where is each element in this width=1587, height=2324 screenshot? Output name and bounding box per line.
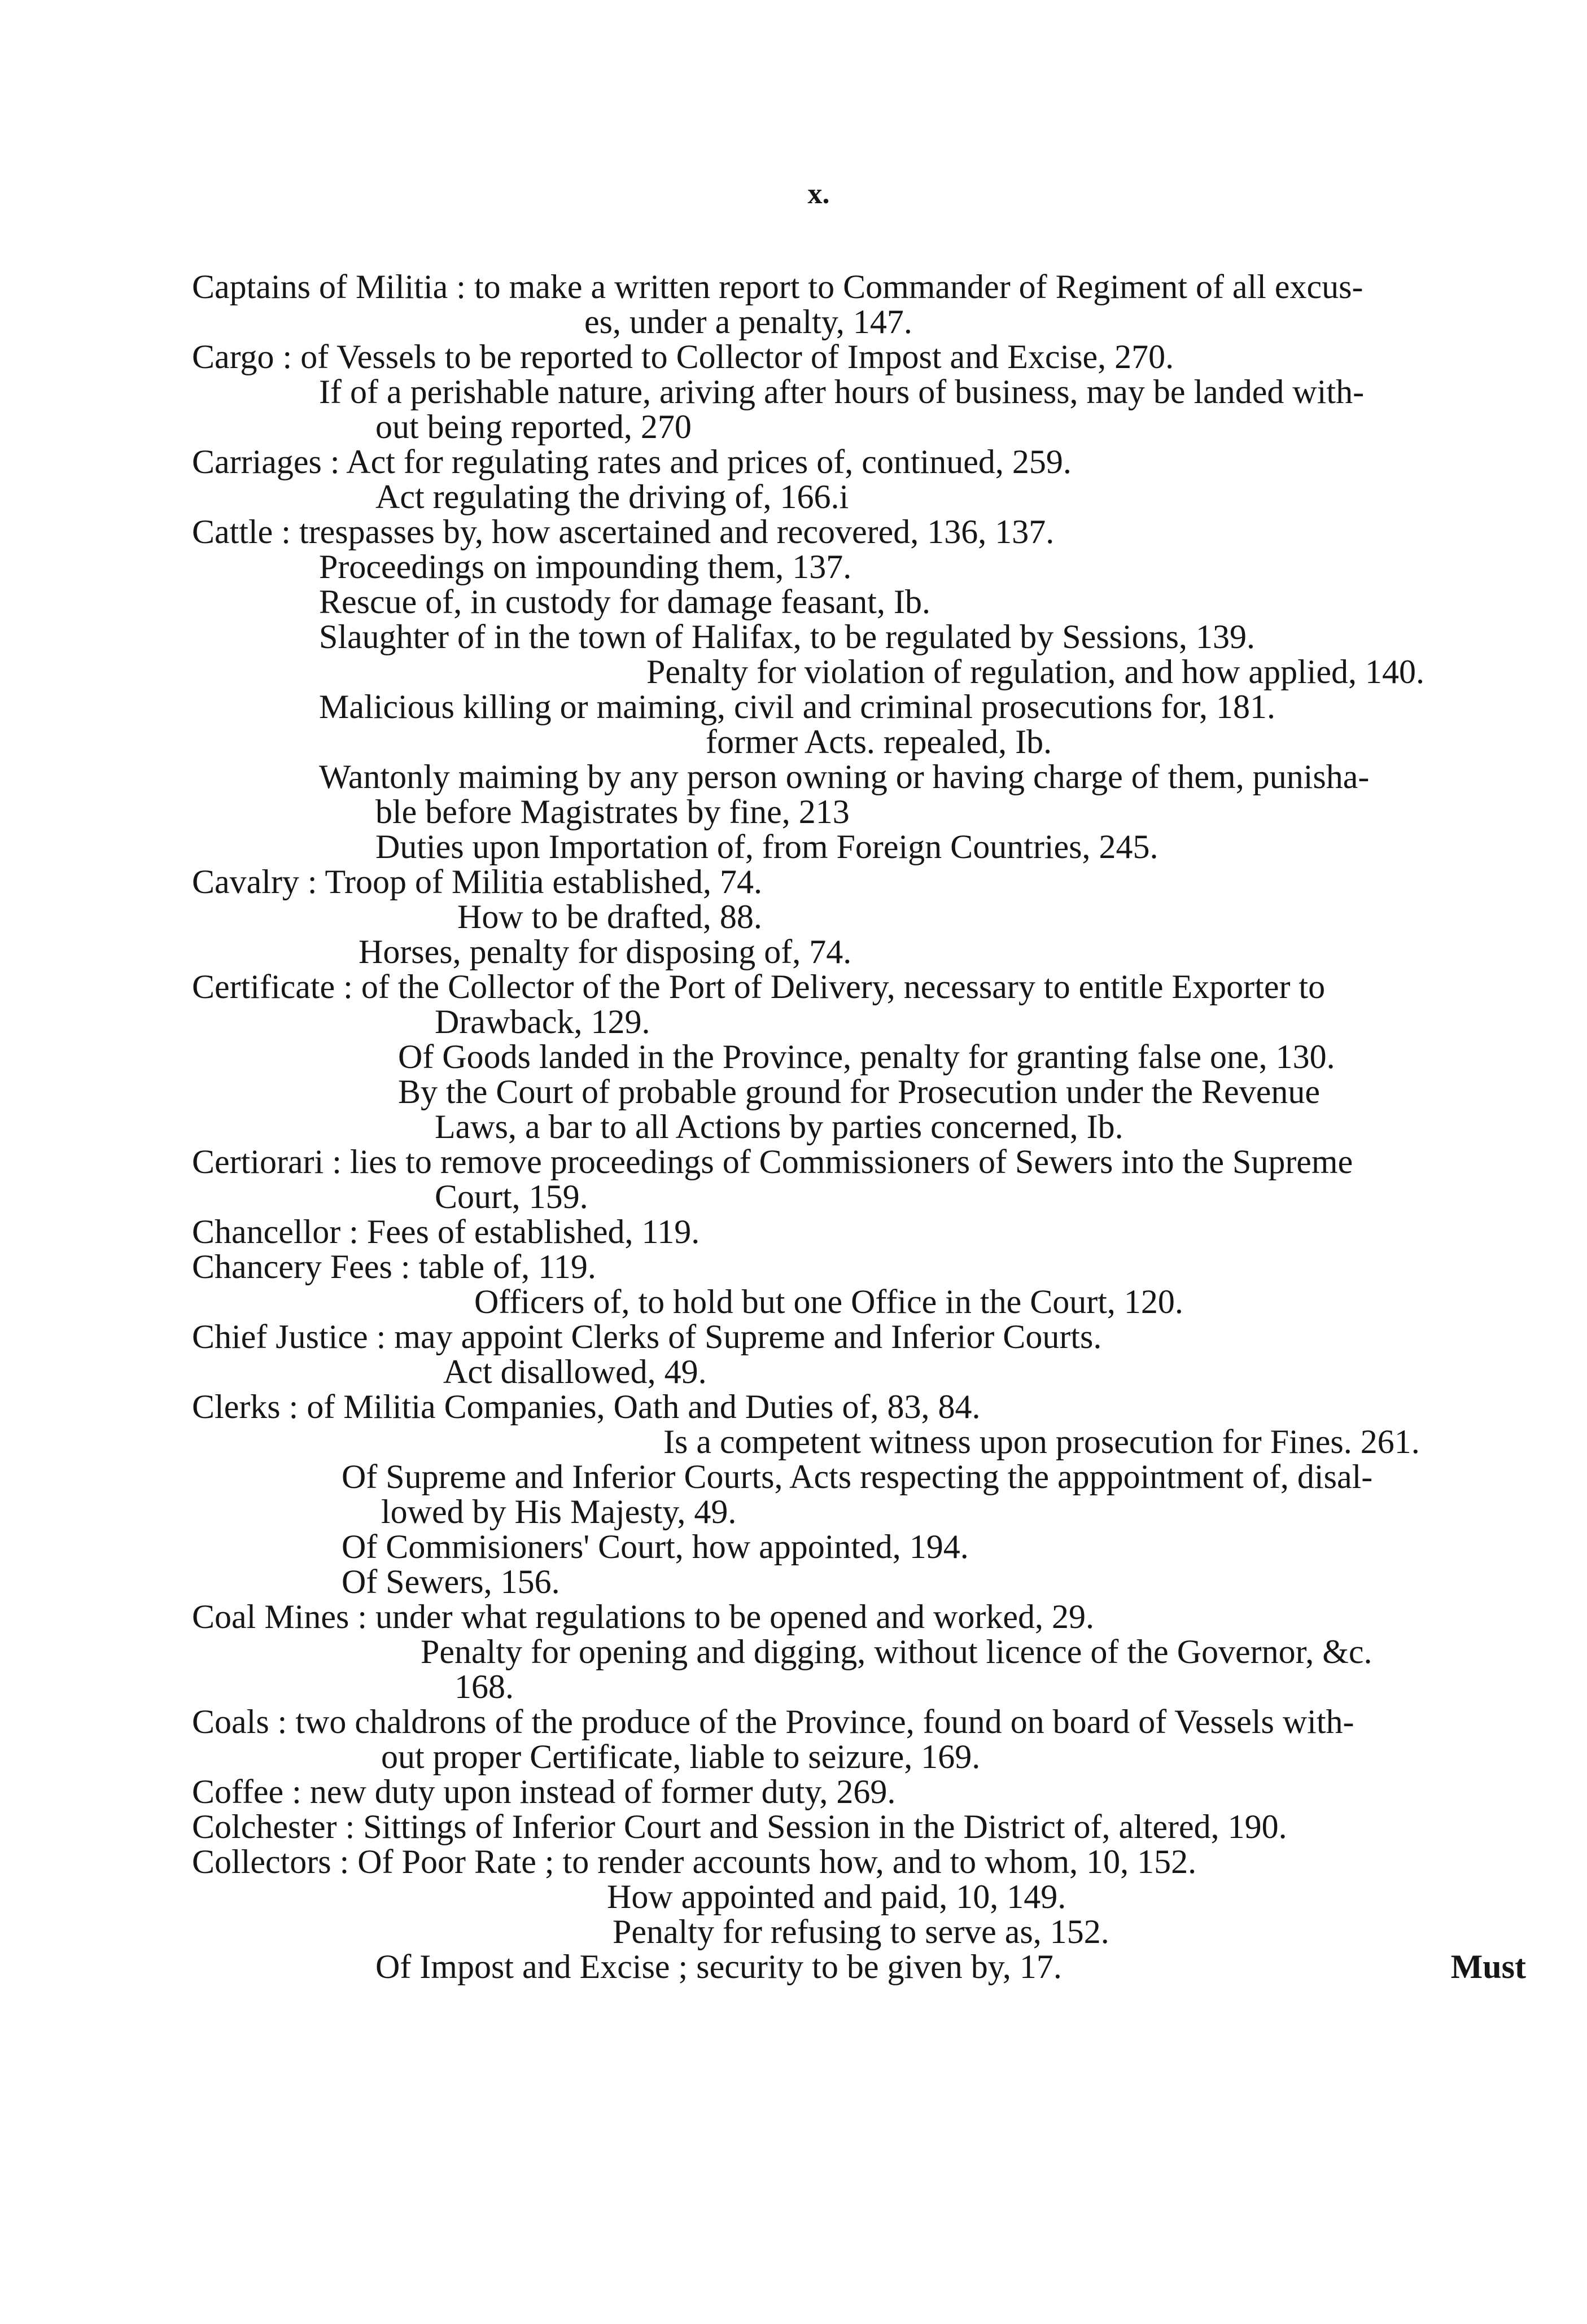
index-line: Penalty for violation of regulation, and how applied, 140. <box>646 653 1425 690</box>
index-line: Duties upon Importation of, from Foreign Countries, 245. <box>375 828 1158 865</box>
index-line: Captains of Militia : to make a written report to Commander of Regiment of all excus- <box>192 268 1363 305</box>
index-line: former Acts. repealed, Ib. <box>706 723 1052 760</box>
index-line: Rescue of, in custody for damage feasant, Ib. <box>319 583 930 620</box>
index-line: Carriages : Act for regulating rates and prices of, continued, 259. <box>192 443 1072 480</box>
index-line: Of Supreme and Inferior Courts, Acts respecting the apppointment of, disal- <box>342 1458 1373 1495</box>
index-line: Of Sewers, 156. <box>342 1563 560 1600</box>
index-line: Certiorari : lies to remove proceedings of Commissioners of Sewers into the Supreme <box>192 1143 1353 1180</box>
index-line: Laws, a bar to all Actions by parties concerned, Ib. <box>435 1108 1123 1145</box>
index-line: How appointed and paid, 10, 149. <box>607 1878 1066 1915</box>
index-line: Act regulating the driving of, 166.i <box>375 478 849 515</box>
index-line: Coal Mines : under what regulations to be opened and worked, 29. <box>192 1598 1094 1635</box>
index-line: Wantonly maiming by any person owning or having charge of them, punisha- <box>319 758 1370 795</box>
index-line: Proceedings on impounding them, 137. <box>319 548 852 585</box>
index-line: Malicious killing or maiming, civil and criminal prosecutions for, 181. <box>319 688 1275 725</box>
index-line: Cargo : of Vessels to be reported to Collector of Impost and Excise, 270. <box>192 338 1174 375</box>
index-line: Of Goods landed in the Province, penalty for granting false one, 130. <box>398 1038 1335 1075</box>
index-line: 168. <box>454 1668 514 1705</box>
index-line: Collectors : Of Poor Rate ; to render accounts how, and to whom, 10, 152. <box>192 1843 1197 1880</box>
index-line: Officers of, to hold but one Office in the Court, 120. <box>474 1283 1183 1320</box>
index-line: Colchester : Sittings of Inferior Court and Session in the District of, altered, 190. <box>192 1808 1287 1845</box>
index-line: By the Court of probable ground for Prosecution under the Revenue <box>398 1073 1320 1110</box>
index-line: Cattle : trespasses by, how ascertained and recovered, 136, 137. <box>192 513 1055 550</box>
index-line: Chancellor : Fees of established, 119. <box>192 1213 700 1250</box>
index-line: Court, 159. <box>435 1178 588 1215</box>
index-line: Penalty for opening and digging, without licence of the Governor, &c. <box>421 1633 1372 1670</box>
index-line: Slaughter of in the town of Halifax, to be regulated by Sessions, 139. <box>319 618 1256 655</box>
index-line: Horses, penalty for disposing of, 74. <box>359 933 852 970</box>
index-line: ble before Magistrates by fine, 213 <box>375 793 850 830</box>
index-line: Chancery Fees : table of, 119. <box>192 1248 596 1285</box>
index-line: es, under a penalty, 147. <box>584 303 912 340</box>
index-line: Drawback, 129. <box>435 1003 650 1040</box>
index-line: Cavalry : Troop of Militia established, 74. <box>192 863 762 900</box>
index-line: If of a perishable nature, ariving after hours of business, may be landed with- <box>319 373 1365 410</box>
index-line: out proper Certificate, liable to seizure, 169. <box>381 1738 981 1775</box>
index-line: Is a competent witness upon prosecution for Fines. 261. <box>663 1423 1420 1460</box>
index-line: Penalty for refusing to serve as, 152. <box>613 1913 1109 1950</box>
index-line: Clerks : of Militia Companies, Oath and Duties of, 83, 84. <box>192 1388 981 1425</box>
index-line: out being reported, 270 <box>375 408 692 445</box>
index-line: Of Commisioners' Court, how appointed, 194. <box>342 1528 969 1565</box>
index-line: Coffee : new duty upon instead of former duty, 269. <box>192 1773 896 1810</box>
index-line: Act disallowed, 49. <box>443 1353 707 1390</box>
index-line: lowed by His Majesty, 49. <box>381 1493 737 1530</box>
catchword: Must <box>1450 1948 1526 1985</box>
page-number: x. <box>807 178 830 210</box>
index-line: Coals : two chaldrons of the produce of the Province, found on board of Vessels with- <box>192 1703 1354 1740</box>
index-line: Certificate : of the Collector of the Port of Delivery, necessary to entitle Exporter to <box>192 968 1326 1005</box>
index-line: How to be drafted, 88. <box>457 898 762 935</box>
index-line: Chief Justice : may appoint Clerks of Supreme and Inferior Courts. <box>192 1318 1102 1355</box>
index-line: Of Impost and Excise ; security to be given by, 17. <box>375 1948 1062 1985</box>
